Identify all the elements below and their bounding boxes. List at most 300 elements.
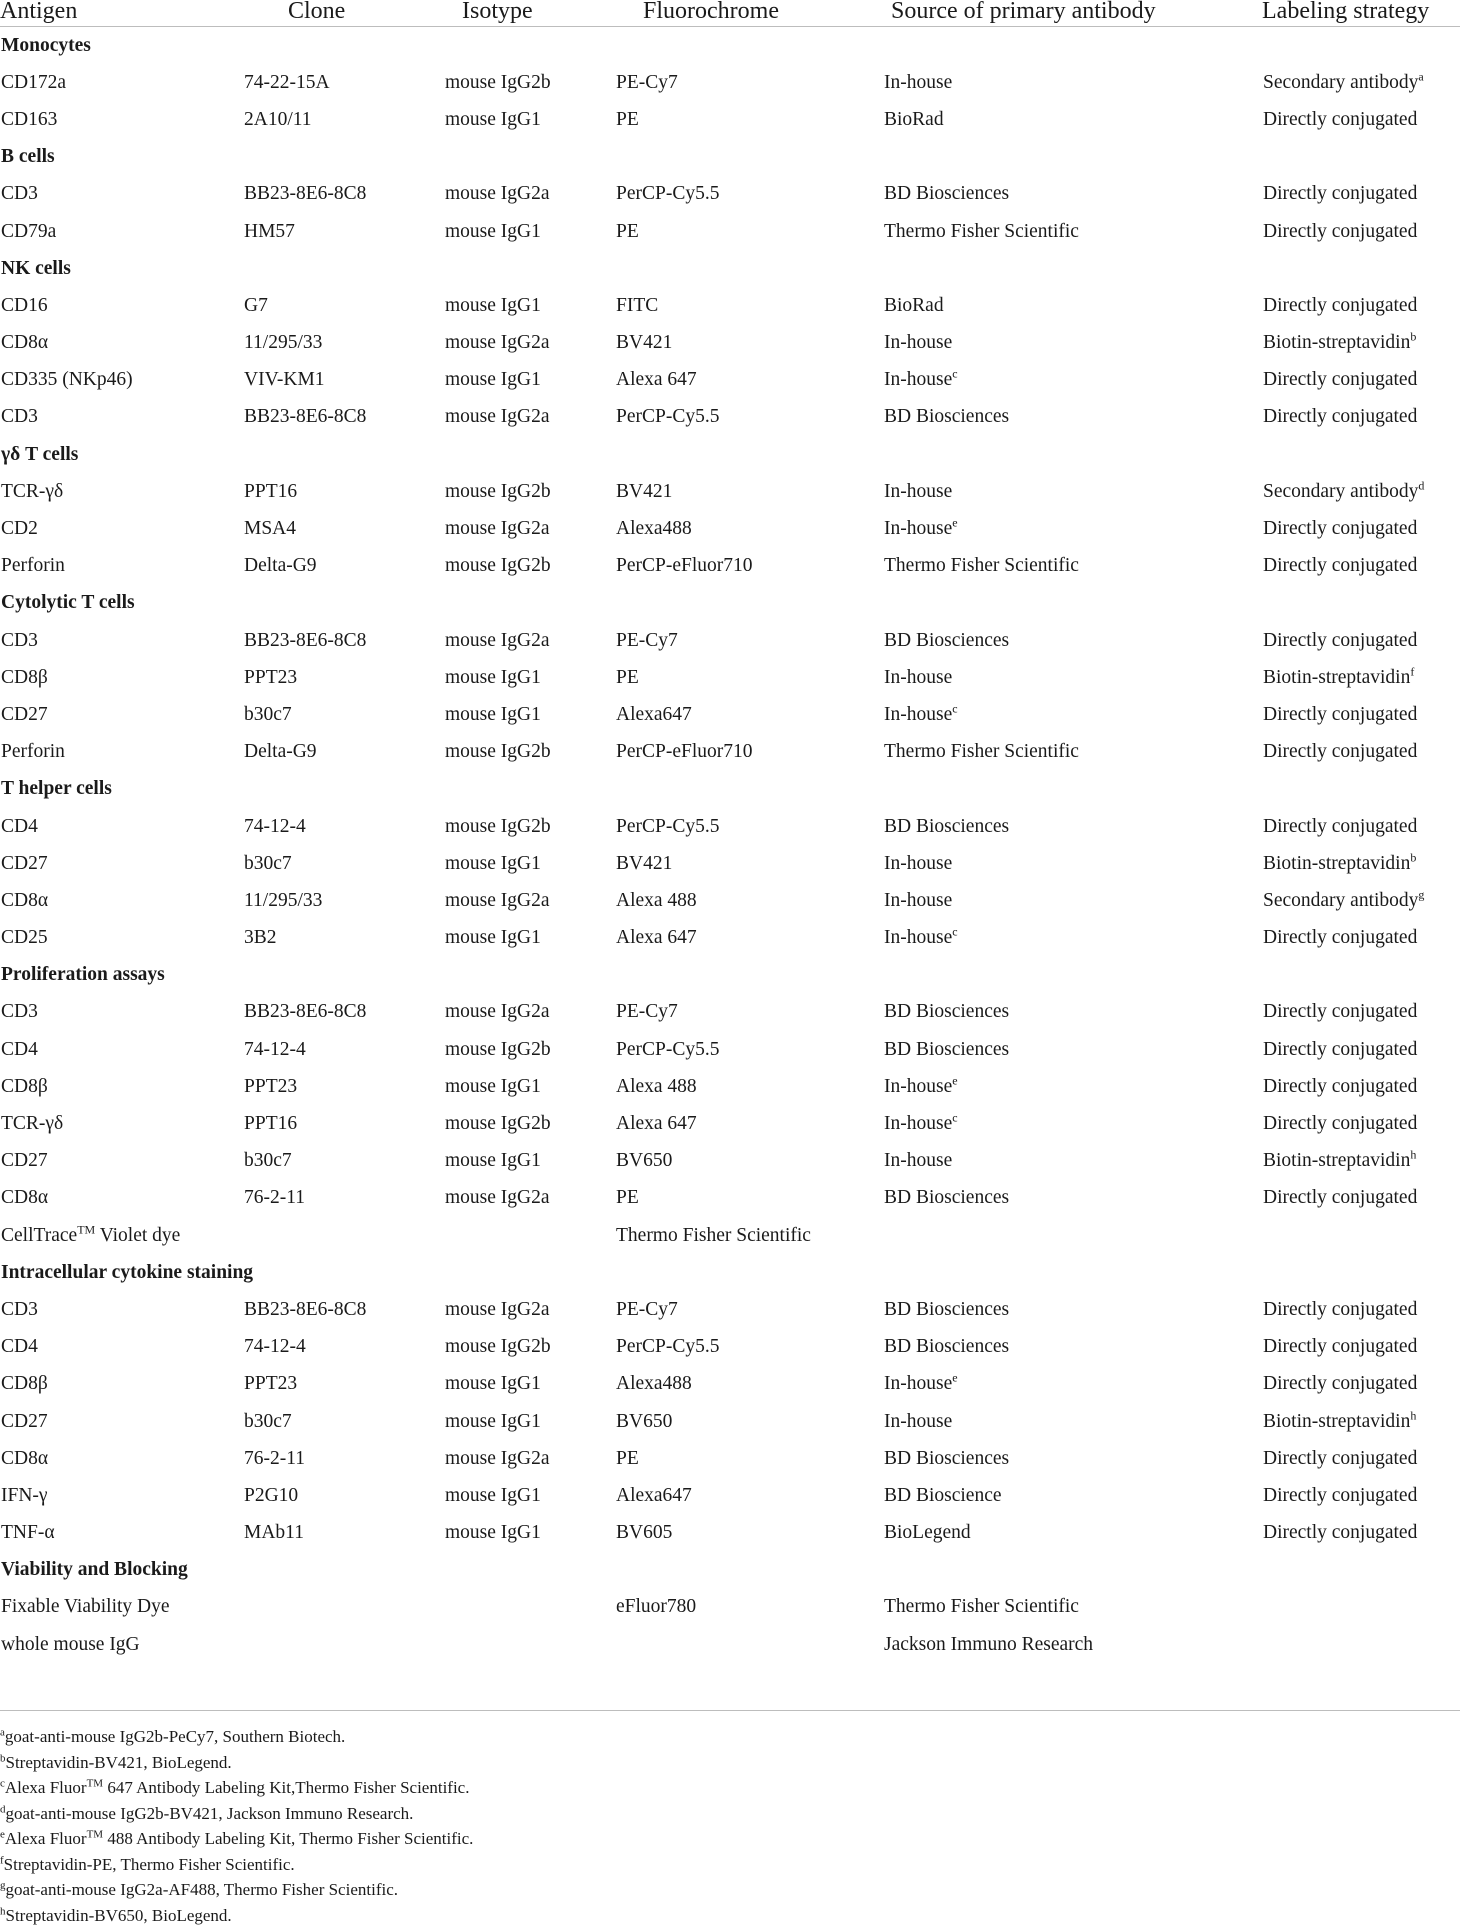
- cell-clone-text: Delta-G9: [244, 555, 317, 576]
- cell-fluorochrome-text: Alexa 647: [616, 927, 697, 948]
- table-header: [0, 0, 1460, 27]
- cell-labeling-strategy-text: Directly conjugated: [1263, 1373, 1417, 1394]
- section-row: [0, 957, 1460, 994]
- cell-antigen-text: CD3: [1, 630, 38, 651]
- cell-isotype-text: mouse IgG2a: [445, 332, 550, 353]
- footnote-text-rest: 488 Antibody Labeling Kit, Thermo Fisher Scientific.: [103, 1829, 473, 1848]
- cell-isotype-text: mouse IgG2b: [445, 1113, 551, 1134]
- cell-isotype-text: mouse IgG1: [445, 853, 541, 874]
- table-row: [0, 1105, 1460, 1142]
- cell-labeling-strategy: [1262, 1291, 1460, 1328]
- cell-fluorochrome: [615, 622, 883, 659]
- cell-antigen-text: CD8β: [1, 1373, 48, 1394]
- cell-source: [883, 287, 1262, 324]
- cell-labeling-strategy: [1262, 659, 1460, 696]
- cell-clone: [243, 1515, 444, 1552]
- cell-labeling-strategy: [1262, 1440, 1460, 1477]
- cell-source: [883, 1180, 1262, 1217]
- cell-fluorochrome: [615, 1068, 883, 1105]
- footnote-marker: g: [1418, 887, 1424, 901]
- cell-isotype-text: mouse IgG2b: [445, 1336, 551, 1357]
- cell-clone-text: MSA4: [244, 518, 296, 539]
- footnote: [0, 1826, 1460, 1852]
- section-title: Cytolytic T cells: [0, 585, 1460, 622]
- cell-antigen-text: CD27: [1, 704, 48, 725]
- cell-fluorochrome-text: Alexa 647: [616, 369, 697, 390]
- cell-isotype-text: mouse IgG1: [445, 704, 541, 725]
- footnote: [0, 1750, 1460, 1776]
- cell-labeling-strategy: [1262, 1626, 1460, 1663]
- cell-isotype: [444, 994, 615, 1031]
- cell-clone-text: PPT16: [244, 481, 297, 502]
- cell-clone: [243, 1366, 444, 1403]
- cell-source-text: BD Biosciences: [884, 1299, 1009, 1320]
- cell-antigen: [0, 101, 243, 138]
- cell-isotype: [444, 1515, 615, 1552]
- cell-antigen-text: CD172a: [1, 72, 66, 93]
- cell-antigen-text: CD8β: [1, 667, 48, 688]
- cell-antigen-text: CD8α: [1, 332, 48, 353]
- cell-labeling-strategy: [1262, 213, 1460, 250]
- cell-antigen: [0, 176, 243, 213]
- cell-fluorochrome: [615, 64, 883, 101]
- cell-isotype: [444, 548, 615, 585]
- cell-labeling-strategy: [1262, 176, 1460, 213]
- cell-antigen: [0, 362, 243, 399]
- cell-labeling-strategy: [1262, 622, 1460, 659]
- cell-antigen: [0, 399, 243, 436]
- cell-clone: [243, 808, 444, 845]
- cell-labeling-strategy-text: Directly conjugated: [1263, 1336, 1417, 1357]
- cell-clone-text: 74-22-15A: [244, 72, 330, 93]
- cell-antigen: [0, 287, 243, 324]
- cell-clone: [243, 734, 444, 771]
- table-row: [0, 1477, 1460, 1514]
- cell-labeling-strategy: [1262, 287, 1460, 324]
- cell-labeling-strategy: [1262, 734, 1460, 771]
- cell-fluorochrome-text: Alexa 647: [616, 1113, 697, 1134]
- cell-isotype: [444, 882, 615, 919]
- cell-clone-text: b30c7: [244, 853, 292, 874]
- cell-clone: [243, 882, 444, 919]
- cell-fluorochrome: [615, 473, 883, 510]
- cell-source-text: BD Bioscience: [884, 1485, 1002, 1506]
- cell-clone: [243, 1403, 444, 1440]
- cell-fluorochrome: [615, 399, 883, 436]
- cell-antigen: [0, 1329, 243, 1366]
- cell-source: [883, 1143, 1262, 1180]
- cell-labeling-strategy: [1262, 399, 1460, 436]
- cell-antigen-text: CD3: [1, 1299, 38, 1320]
- cell-isotype: [444, 510, 615, 547]
- cell-isotype: [444, 1143, 615, 1180]
- cell-clone: [243, 473, 444, 510]
- table-row: [0, 994, 1460, 1031]
- cell-antigen-text: CD8α: [1, 890, 48, 911]
- cell-antigen-text: TNF-α: [1, 1522, 55, 1543]
- cell-source-text: BioLegend: [884, 1522, 971, 1543]
- cell-source: [883, 325, 1262, 362]
- cell-antigen: [0, 213, 243, 250]
- cell-labeling-strategy-text: Directly conjugated: [1263, 406, 1417, 427]
- cell-source-text: BioRad: [884, 295, 944, 316]
- header-labeling-strategy: Labeling strategy: [1262, 0, 1460, 27]
- cell-fluorochrome-text: Alexa488: [616, 1373, 692, 1394]
- cell-isotype-text: mouse IgG1: [445, 1485, 541, 1506]
- cell-fluorochrome: [615, 325, 883, 362]
- cell-labeling-strategy: [1262, 510, 1460, 547]
- cell-source-text: BD Biosciences: [884, 406, 1009, 427]
- section-title: γδ T cells: [0, 436, 1460, 473]
- cell-isotype-text: mouse IgG1: [445, 221, 541, 242]
- cell-labeling-strategy-text: Directly conjugated: [1263, 704, 1417, 725]
- cell-antigen: [0, 845, 243, 882]
- cell-source-text: BD Biosciences: [884, 183, 1009, 204]
- cell-clone: [243, 845, 444, 882]
- cell-fluorochrome: [615, 659, 883, 696]
- cell-fluorochrome: [615, 1291, 883, 1328]
- cell-antigen: [0, 1291, 243, 1328]
- cell-clone-text: BB23-8E6-8C8: [244, 1001, 366, 1022]
- cell-fluorochrome-text: PE: [616, 109, 639, 130]
- cell-labeling-strategy-text: Directly conjugated: [1263, 1001, 1417, 1022]
- cell-labeling-strategy: [1262, 882, 1460, 919]
- cell-labeling-strategy: [1262, 325, 1460, 362]
- cell-labeling-strategy: [1262, 1068, 1460, 1105]
- cell-source: [883, 1329, 1262, 1366]
- cell-antigen-text: CD3: [1, 183, 38, 204]
- cell-source: [883, 101, 1262, 138]
- cell-labeling-strategy: [1262, 1217, 1460, 1254]
- cell-source: [883, 734, 1262, 771]
- cell-labeling-strategy: [1262, 1366, 1460, 1403]
- cell-isotype-text: mouse IgG2a: [445, 518, 550, 539]
- cell-clone-text: 76-2-11: [244, 1187, 305, 1208]
- cell-source: [883, 659, 1262, 696]
- cell-clone-text: 2A10/11: [244, 109, 312, 130]
- cell-isotype-text: mouse IgG2a: [445, 1299, 550, 1320]
- cell-labeling-strategy-text: Directly conjugated: [1263, 369, 1417, 390]
- cell-source: [883, 696, 1262, 733]
- cell-fluorochrome-text: BV650: [616, 1150, 672, 1171]
- cell-antigen: [0, 1143, 243, 1180]
- cell-source: [883, 1366, 1262, 1403]
- cell-antigen: [0, 510, 243, 547]
- cell-clone: [243, 213, 444, 250]
- footnote-marker: c: [952, 1111, 957, 1125]
- cell-clone-text: b30c7: [244, 1411, 292, 1432]
- cell-labeling-strategy-text: Secondary antibody: [1263, 481, 1418, 502]
- cell-clone: [243, 920, 444, 957]
- cell-labeling-strategy-text: Directly conjugated: [1263, 927, 1417, 948]
- cell-isotype: [444, 325, 615, 362]
- cell-antigen: [0, 920, 243, 957]
- cell-antigen: [0, 622, 243, 659]
- cell-source: [883, 473, 1262, 510]
- section-title: NK cells: [0, 250, 1460, 287]
- header-antigen: Antigen: [0, 0, 243, 27]
- cell-antigen-text: CellTrace: [1, 1225, 77, 1246]
- cell-fluorochrome-text: PE: [616, 221, 639, 242]
- footnote-mark: h: [0, 1905, 6, 1917]
- footnote-marker: c: [952, 701, 957, 715]
- cell-clone: [243, 399, 444, 436]
- cell-clone: [243, 1440, 444, 1477]
- cell-isotype: [444, 64, 615, 101]
- cell-isotype: [444, 399, 615, 436]
- cell-clone: [243, 1217, 444, 1254]
- cell-fluorochrome: [615, 213, 883, 250]
- cell-antigen-text: CD79a: [1, 221, 56, 242]
- table-row: [0, 101, 1460, 138]
- cell-antigen: [0, 808, 243, 845]
- table-row: [0, 920, 1460, 957]
- cell-source: [883, 64, 1262, 101]
- cell-clone-text: 74-12-4: [244, 816, 306, 837]
- cell-isotype-text: mouse IgG1: [445, 1076, 541, 1097]
- cell-source-text: Thermo Fisher Scientific: [884, 221, 1079, 242]
- footnote-marker: h: [1410, 1148, 1416, 1162]
- cell-isotype: [444, 213, 615, 250]
- cell-labeling-strategy-text: Biotin-streptavidin: [1263, 667, 1410, 688]
- table-row: [0, 845, 1460, 882]
- cell-clone: [243, 1626, 444, 1663]
- cell-fluorochrome: [615, 1403, 883, 1440]
- cell-isotype: [444, 845, 615, 882]
- cell-isotype-text: mouse IgG1: [445, 295, 541, 316]
- cell-isotype-text: mouse IgG2b: [445, 816, 551, 837]
- cell-source: [883, 994, 1262, 1031]
- cell-source: [883, 1440, 1262, 1477]
- cell-clone-text: HM57: [244, 221, 295, 242]
- cell-antigen: [0, 1403, 243, 1440]
- section-row: [0, 250, 1460, 287]
- cell-fluorochrome-text: PE-Cy7: [616, 1299, 678, 1320]
- cell-isotype: [444, 622, 615, 659]
- cell-antigen-text: CD8α: [1, 1448, 48, 1469]
- footnote-mark: e: [0, 1828, 5, 1840]
- cell-fluorochrome-text: PE-Cy7: [616, 630, 678, 651]
- cell-fluorochrome: [615, 101, 883, 138]
- footnotes: [0, 1724, 1460, 1928]
- cell-source-text: BD Biosciences: [884, 1039, 1009, 1060]
- cell-isotype-text: mouse IgG2b: [445, 741, 551, 762]
- cell-isotype: [444, 1068, 615, 1105]
- table-row: [0, 510, 1460, 547]
- cell-source: [883, 808, 1262, 845]
- cell-antigen-text: whole mouse IgG: [1, 1634, 140, 1655]
- cell-antigen: [0, 64, 243, 101]
- cell-fluorochrome-text: PerCP-Cy5.5: [616, 406, 719, 427]
- cell-antigen: [0, 548, 243, 585]
- cell-fluorochrome-text: eFluor780: [616, 1596, 696, 1617]
- footnote-marker: c: [952, 925, 957, 939]
- section-row: [0, 771, 1460, 808]
- header-isotype: Isotype: [444, 0, 615, 27]
- cell-isotype: [444, 1403, 615, 1440]
- cell-clone: [243, 510, 444, 547]
- cell-source-text: In-house: [884, 72, 952, 93]
- cell-isotype-text: mouse IgG2a: [445, 406, 550, 427]
- cell-source-text: Thermo Fisher Scientific: [884, 555, 1079, 576]
- cell-source-text: In-house: [884, 1411, 952, 1432]
- table-row: [0, 1440, 1460, 1477]
- cell-antigen-text: CD25: [1, 927, 48, 948]
- cell-clone: [243, 362, 444, 399]
- cell-source: [883, 1105, 1262, 1142]
- footnote-text: goat-anti-mouse IgG2b-BV421, Jackson Immuno Research.: [6, 1804, 414, 1823]
- table-row: [0, 287, 1460, 324]
- cell-clone-text: PPT23: [244, 667, 297, 688]
- cell-labeling-strategy-text: Directly conjugated: [1263, 630, 1417, 651]
- cell-isotype: [444, 473, 615, 510]
- trademark-mark: TM: [87, 1777, 104, 1789]
- cell-source: [883, 1068, 1262, 1105]
- table-row: [0, 1031, 1460, 1068]
- cell-source-text: In-house: [884, 667, 952, 688]
- cell-isotype-text: mouse IgG2b: [445, 1039, 551, 1060]
- table-row: [0, 362, 1460, 399]
- cell-antigen-text: CD3: [1, 406, 38, 427]
- cell-labeling-strategy-text: Biotin-streptavidin: [1263, 1411, 1410, 1432]
- cell-fluorochrome-text: PerCP-Cy5.5: [616, 183, 719, 204]
- cell-fluorochrome: [615, 696, 883, 733]
- section-row: [0, 139, 1460, 176]
- cell-source: [883, 1217, 1262, 1254]
- cell-labeling-strategy-text: Directly conjugated: [1263, 1076, 1417, 1097]
- cell-fluorochrome-text: BV421: [616, 853, 672, 874]
- cell-source: [883, 920, 1262, 957]
- cell-clone-text: b30c7: [244, 1150, 292, 1171]
- cell-source-text: BD Biosciences: [884, 1187, 1009, 1208]
- cell-antigen-text: CD27: [1, 1411, 48, 1432]
- cell-antigen: [0, 325, 243, 362]
- cell-labeling-strategy-text: Directly conjugated: [1263, 183, 1417, 204]
- section-title: Monocytes: [0, 27, 1460, 64]
- cell-labeling-strategy: [1262, 101, 1460, 138]
- cell-fluorochrome-text: PerCP-eFluor710: [616, 741, 753, 762]
- cell-isotype-text: mouse IgG1: [445, 109, 541, 130]
- cell-isotype-text: mouse IgG1: [445, 667, 541, 688]
- cell-labeling-strategy-text: Secondary antibody: [1263, 72, 1418, 93]
- cell-isotype-text: mouse IgG2a: [445, 890, 550, 911]
- cell-fluorochrome-text: PerCP-Cy5.5: [616, 1039, 719, 1060]
- cell-fluorochrome: [615, 1626, 883, 1663]
- footnote-mark: f: [0, 1854, 4, 1866]
- cell-source: [883, 1477, 1262, 1514]
- cell-isotype-text: mouse IgG2a: [445, 1001, 550, 1022]
- cell-isotype: [444, 1477, 615, 1514]
- cell-clone-text: 74-12-4: [244, 1039, 306, 1060]
- cell-antigen-text: IFN-γ: [1, 1485, 48, 1506]
- table-row: [0, 473, 1460, 510]
- cell-clone-text: VIV-KM1: [244, 369, 325, 390]
- cell-labeling-strategy-text: Biotin-streptavidin: [1263, 332, 1410, 353]
- cell-clone: [243, 1031, 444, 1068]
- table-row: [0, 1366, 1460, 1403]
- footnote-mark: g: [0, 1879, 6, 1891]
- cell-fluorochrome: [615, 510, 883, 547]
- cell-isotype: [444, 1440, 615, 1477]
- cell-clone-text: 76-2-11: [244, 1448, 305, 1469]
- table-row: [0, 1515, 1460, 1552]
- cell-labeling-strategy-text: Directly conjugated: [1263, 1448, 1417, 1469]
- cell-fluorochrome: [615, 1589, 883, 1626]
- cell-clone: [243, 696, 444, 733]
- cell-labeling-strategy-text: Directly conjugated: [1263, 1113, 1417, 1134]
- cell-labeling-strategy: [1262, 1329, 1460, 1366]
- cell-fluorochrome-text: Alexa647: [616, 704, 692, 725]
- cell-labeling-strategy: [1262, 362, 1460, 399]
- footnote-marker: c: [952, 367, 957, 381]
- cell-clone-text: BB23-8E6-8C8: [244, 630, 366, 651]
- cell-fluorochrome-text: BV421: [616, 481, 672, 502]
- cell-antigen-text: CD4: [1, 816, 38, 837]
- cell-labeling-strategy-text: Directly conjugated: [1263, 221, 1417, 242]
- table-row: [0, 1626, 1460, 1663]
- table-row: [0, 176, 1460, 213]
- cell-fluorochrome-text: PE-Cy7: [616, 1001, 678, 1022]
- footnote: [0, 1801, 1460, 1827]
- cell-antigen: [0, 1366, 243, 1403]
- cell-fluorochrome-text: PerCP-Cy5.5: [616, 1336, 719, 1357]
- header-clone: Clone: [243, 0, 444, 27]
- cell-labeling-strategy-text: Biotin-streptavidin: [1263, 853, 1410, 874]
- cell-antigen-text: Perforin: [1, 555, 65, 576]
- footnote-marker: b: [1410, 330, 1416, 344]
- cell-labeling-strategy: [1262, 1031, 1460, 1068]
- cell-isotype: [444, 287, 615, 324]
- footnote-mark: b: [0, 1752, 6, 1764]
- cell-source: [883, 213, 1262, 250]
- cell-labeling-strategy-text: Directly conjugated: [1263, 295, 1417, 316]
- section-title: Viability and Blocking: [0, 1552, 1460, 1589]
- section-title: Proliferation assays: [0, 957, 1460, 994]
- cell-source: [883, 362, 1262, 399]
- cell-isotype-text: mouse IgG2b: [445, 72, 551, 93]
- cell-antigen-text: CD3: [1, 1001, 38, 1022]
- cell-antigen: [0, 1515, 243, 1552]
- cell-source: [883, 548, 1262, 585]
- cell-fluorochrome: [615, 1440, 883, 1477]
- section-title: B cells: [0, 139, 1460, 176]
- cell-source-text: In-house: [884, 1076, 952, 1097]
- footnote-text: goat-anti-mouse IgG2a-AF488, Thermo Fisher Scientific.: [6, 1880, 399, 1899]
- table-row: [0, 325, 1460, 362]
- cell-clone: [243, 1589, 444, 1626]
- cell-labeling-strategy: [1262, 548, 1460, 585]
- cell-antigen: [0, 1589, 243, 1626]
- cell-fluorochrome: [615, 882, 883, 919]
- cell-labeling-strategy: [1262, 1589, 1460, 1626]
- section-title: Intracellular cytokine staining: [0, 1254, 1460, 1291]
- footnote: [0, 1852, 1460, 1878]
- cell-source: [883, 1589, 1262, 1626]
- table-row: [0, 64, 1460, 101]
- cell-clone: [243, 101, 444, 138]
- cell-antigen: [0, 659, 243, 696]
- cell-fluorochrome-text: Thermo Fisher Scientific: [616, 1225, 811, 1246]
- cell-clone: [243, 1291, 444, 1328]
- footnote: [0, 1903, 1460, 1928]
- cell-isotype: [444, 362, 615, 399]
- cell-antigen: [0, 1180, 243, 1217]
- footnote-marker: f: [1410, 664, 1414, 678]
- footnote-mark: a: [0, 1726, 5, 1738]
- cell-isotype: [444, 1291, 615, 1328]
- section-row: [0, 436, 1460, 473]
- cell-clone-text: MAb11: [244, 1522, 304, 1543]
